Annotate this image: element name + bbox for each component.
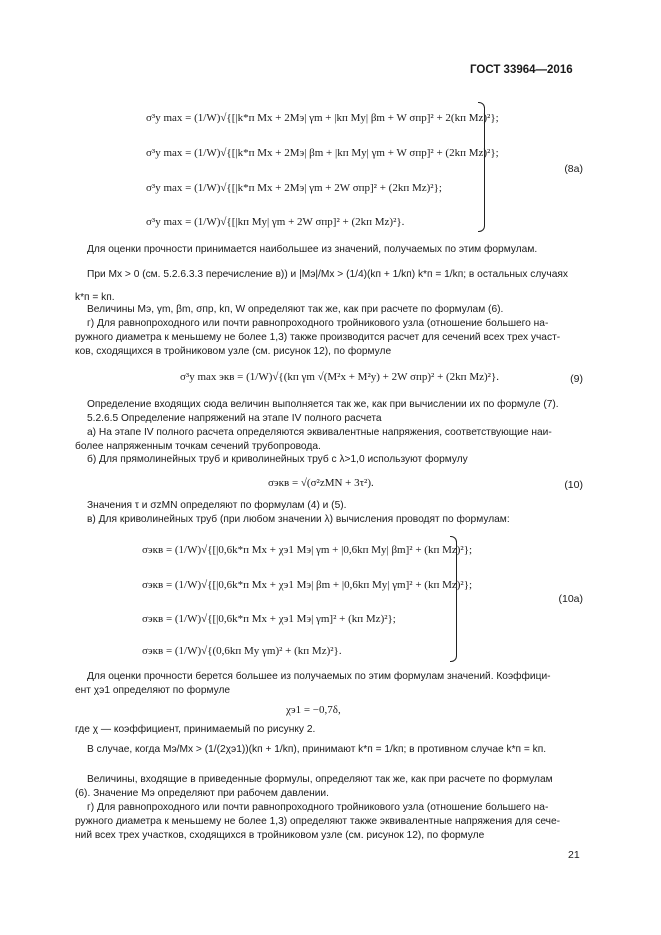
paragraph: ний всех трех участков, сходящихся в тройниковом узле (см. рисунок 12), по формуле <box>75 830 485 841</box>
standard-header: ГОСТ 33964—2016 <box>470 64 573 76</box>
paragraph: г) Для равнопроходного или почти равнопроходного тройникового узла (отношение большего на- <box>87 802 549 813</box>
equation-8a-row-2: σ³y max = (1/W)√{[|k*п Mx + 2Mэ| βm + |kп My| γm + W σпр]² + (2kп Mz)²}; <box>146 147 499 159</box>
equation-9: σ³y max экв = (1/W)√{(kп γm √(M²x + M²y) + 2W σпр)² + (2kп Mz)²}. <box>180 371 499 383</box>
equation-10: σэкв = √(σ²zMN + 3τ²). <box>268 477 374 489</box>
paragraph: где χ — коэффициент, принимаемый по рисунку 2. <box>75 724 316 735</box>
equation-10a-brace <box>450 536 457 662</box>
page-number: 21 <box>568 849 580 861</box>
paragraph: В случае, когда Mэ/Mx > (1/(2χэ1))(kп + 1/kп), принимают k*п = 1/kп; в противном случае k*п = kп. <box>87 744 547 755</box>
paragraph: ружного диаметра к меньшему не более 1,3) определяют также эквивалентные напряжения для сече- <box>75 816 561 827</box>
paragraph: Для оценки прочности принимается наибольшее из значений, получаемых по этим формулам. <box>87 244 538 255</box>
paragraph: ков, сходящихся в тройниковом узле (см. рисунок 12), по формуле <box>75 346 392 357</box>
paragraph: Определение входящих сюда величин выполняется так же, как при вычислении их по формуле (7). <box>87 399 559 410</box>
paragraph: k*п = kп. <box>75 292 115 303</box>
paragraph: в) Для криволинейных труб (при любом значении λ) вычисления проводят по формулам: <box>87 514 510 525</box>
paragraph: ент χэ1 определяют по формуле <box>75 685 231 696</box>
equation-8a-brace <box>478 102 485 232</box>
paragraph: Величины, входящие в приведенные формулы, определяют так же, как при расчете по формулам <box>87 774 553 785</box>
section-heading: 5.2.6.5 Определение напряжений на этапе IV полного расчета <box>87 413 382 424</box>
equation-chi: χэ1 = −0,7δ, <box>286 704 341 716</box>
equation-8a-row-1: σ³y max = (1/W)√{[|k*п Mx + 2Mэ| γm + |kп My| βm + W σпр]² + 2(kп Mz)²}; <box>146 112 499 124</box>
equation-10-number: (10) <box>564 479 583 491</box>
paragraph: (6). Значение Mэ определяют при рабочем давлении. <box>75 788 329 799</box>
equation-10a-row-2: σэкв = (1/W)√{[|0,6k*п Mx + χэ1 Mэ| βm + |0,6kп My| γm]² + (kп Mz)²}; <box>142 579 473 591</box>
equation-9-number: (9) <box>570 373 583 385</box>
paragraph: а) На этапе IV полного расчета определяются эквивалентные напряжения, соответствующие наи- <box>87 427 552 438</box>
equation-8a-row-4: σ³y max = (1/W)√{[|kп My| γm + 2W σпр]² + (2kп Mz)²}. <box>146 216 405 228</box>
paragraph: Величины Mэ, γm, βm, σпр, kп, W определяют так же, как при расчете по формулам (6). <box>87 304 504 315</box>
paragraph: Для оценки прочности берется большее из получаемых по этим формулам значений. Коэффици- <box>87 671 551 682</box>
equation-8a-row-3: σ³y max = (1/W)√{[|k*п Mx + 2Mэ| γm + 2W σпр]² + (2kп Mz)²}; <box>146 182 442 194</box>
equation-10a-number: (10а) <box>558 593 583 605</box>
equation-8a-number: (8а) <box>564 163 583 175</box>
paragraph: г) Для равнопроходного или почти равнопроходного тройникового узла (отношение большего на- <box>87 318 549 329</box>
equation-10a-row-3: σэкв = (1/W)√{[|0,6k*п Mx + χэ1 Mэ| γm]² + (kп Mz)²}; <box>142 613 396 625</box>
equation-10a-row-1: σэкв = (1/W)√{[|0,6k*п Mx + χэ1 Mэ| γm + |0,6kп My| βm]² + (kп Mz)²}; <box>142 544 473 556</box>
paragraph: При Mx > 0 (см. 5.2.6.3.3 перечисление в)) и |Mэ|/Mx > (1/4)(kп + 1/kп) k*п = 1/kп; в остальных случаях <box>87 269 568 280</box>
paragraph: Значения τ и σzMN определяют по формулам (4) и (5). <box>87 500 347 511</box>
equation-10a-row-4: σэкв = (1/W)√{(0,6kп My γm)² + (kп Mz)²}. <box>142 645 342 657</box>
paragraph: более напряженным точкам сечений трубопровода. <box>75 441 321 452</box>
paragraph: ружного диаметра к меньшему не более 1,3) также производится расчет для сечений всех трех участ- <box>75 332 561 343</box>
paragraph: б) Для прямолинейных труб и криволинейных труб с λ>1,0 используют формулу <box>87 454 468 465</box>
